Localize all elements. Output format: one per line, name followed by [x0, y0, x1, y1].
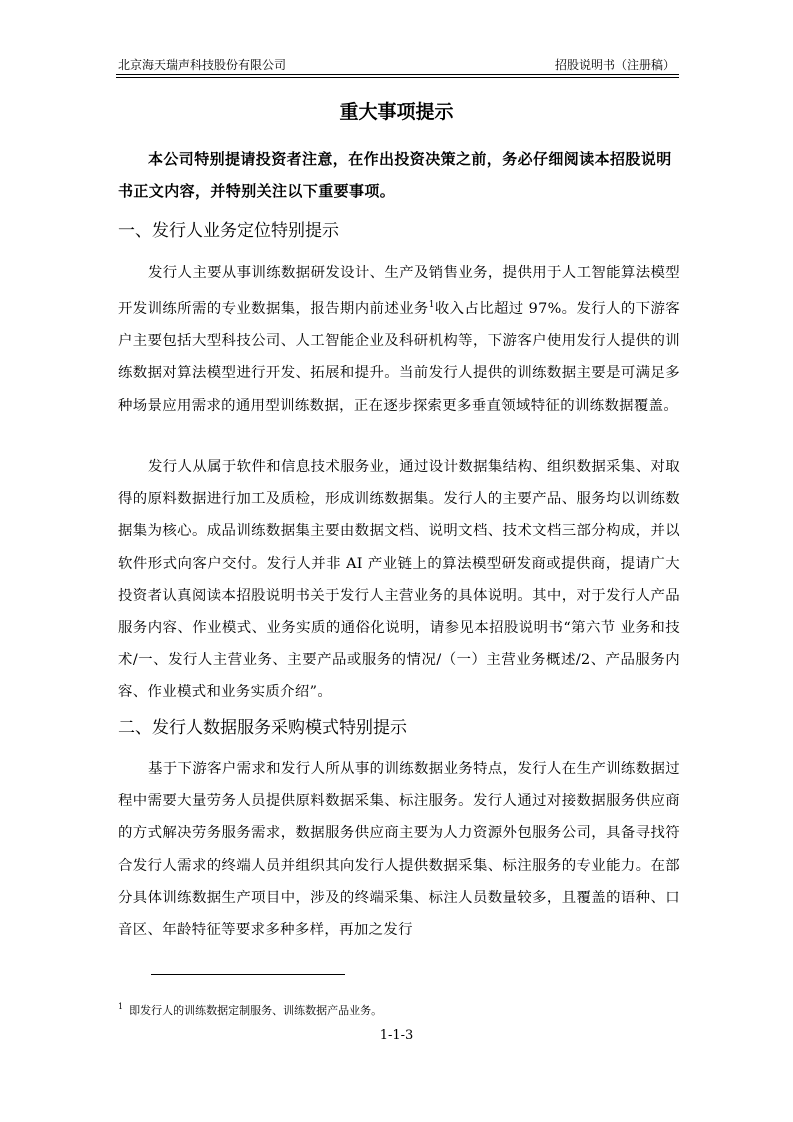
footnote-text: 即发行人的训练数据定制服务、训练数据产品业务。 [129, 1004, 383, 1017]
section-heading-2: 二、发行人数据服务采购模式特别提示 [118, 718, 407, 738]
footnote-divider [151, 974, 345, 975]
page-number: 1-1-3 [379, 1028, 414, 1043]
header-rule [116, 74, 679, 75]
footnote-mark: 1 [118, 1002, 124, 1012]
section-heading-1: 一、发行人业务定位特别提示 [118, 221, 339, 241]
header-rule-thin [116, 77, 679, 78]
section-1-paragraph-1 [118, 257, 680, 422]
header-company: 北京海天瑞声科技股份有限公司 [118, 58, 287, 72]
footnote [118, 1002, 382, 1018]
header-doc-type: 招股说明书（注册稿） [554, 58, 675, 72]
important-notice: 本公司特别提请投资者注意，在作出投资决策之前，务必仔细阅读本招股说明书正文内容，并特别关注以下重要事项。 [118, 150, 672, 200]
section-1-paragraph-2: 发行人从属于软件和信息技术服务业，通过设计数据集结构、组织数据采集、对取得的原料数据进行加工及质检，形成训练数据集。发行人的主要产品、服务均以训练数据集为核心。成品训练数据集主要由数据文档、说明文档、技术文档三部分构成，并以软件形式向客户交付。发行人并非 AI 产业链上的算法模型研发商或提供商，提请广大投资者认真阅读本招股说明书关于发行人主营业务的具体说明。其中，对于发行人产品服务内容、作业模式、业务实质的通俗化说明，请参见本招股说明书“第六节 业务和技术/一、发行人主营业务、主要产品或服务的情况/（一）主营业务概述/2、产品服务内容、作业模式和业务实质介绍”。 [118, 459, 680, 701]
footnote-reference[interactable]: 1 [428, 300, 435, 311]
paragraph-text: 发行人主要从事训练数据研发设计、生产及销售业务，提供用于人工智能算法模型开发训练所需的专业数据集，报告期内前述业务 [118, 265, 680, 317]
section-2-paragraph-1: 基于下游客户需求和发行人所从事的训练数据业务特点，发行人在生产训练数据过程中需要大量劳务人员提供原料数据采集、标注服务。发行人通过对接数据服务供应商的方式解决劳务服务需求，数据服务供应商主要为人力资源外包服务公司，具备寻找符合发行人需求的终端人员并组织其向发行人提供数据采集、标注服务的专业能力。在部分具体训练数据生产项目中，涉及的终端采集、标注人员数量较多，且覆盖的语种、口音区、年龄特征等要求多种多样，再加之发行 [118, 761, 680, 939]
page-title: 重大事项提示 [339, 101, 454, 123]
paragraph-text: 收入占比超过 97%。发行人的下游客户主要包括大型科技公司、人工智能企业及科研机构等，下游客户使用发行人提供的训练数据对算法模型进行开发、拓展和提升。当前发行人提供的训练数据主要是可满足多种场景应用需求的通用型训练数据，正在逐步探索更多垂直领域特征的训练数据覆盖。 [118, 301, 680, 414]
